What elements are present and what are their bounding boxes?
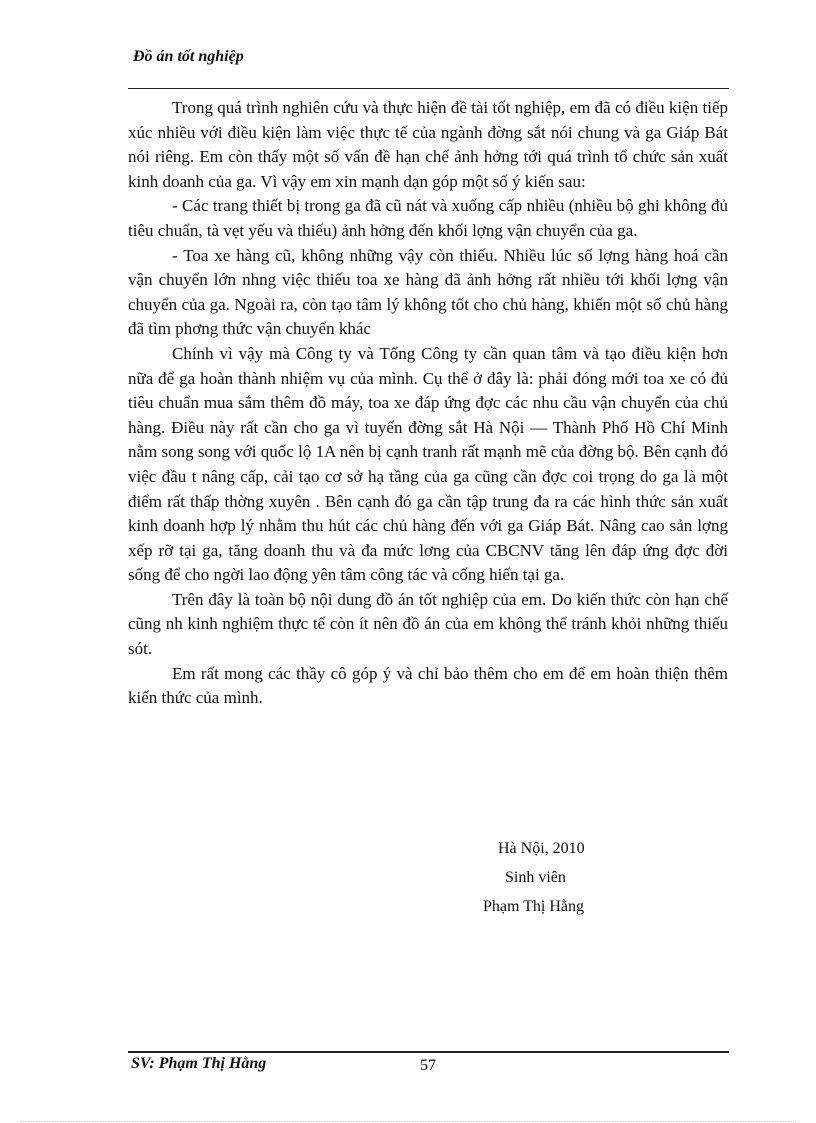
body-text	[128, 96, 728, 711]
page-number: 57	[420, 1057, 436, 1074]
paragraph-recommendations: Chính vì vậy mà Công ty và Tổng Công ty cần quan tâm và tạo điều kiện hơn nữa để ga hoàn thành nhiệm vụ của mình. Cụ thể ở đây là: phải đóng mới toa xe có đủ tiêu chuẩn mua sắm thêm đồ máy, toa xe đáp ứng đợc các nhu cầu vận chuyển của chủ hàng. Điều này rất cần cho ga vì tuyến đờng sắt Hà Nội — Thành Phố Hồ Chí Minh nằm song song với quốc lộ 1A nên bị cạnh tranh rất mạnh mẽ của đờng bộ. Bên cạnh đó việc đầu t nâng cấp, cải tạo cơ sở hạ tầng của ga cũng cần đợc coi trọng do ga là một điểm rất thấp thờng xuyên . Bên cạnh đó ga cần tập trung đa ra các hình thức sản xuất kinh doanh hợp lý nhằm thu hút các chủ hàng đến với ga Giáp Bát. Nâng cao sản lợng xếp rỡ tại ga, tăng doanh thu và đa mức lơng của CBCNV tăng lên đáp ứng đợc đời sống để cho ngời lao động yên tâm công tác và cống hiến tại ga.	[128, 343, 728, 585]
header-divider	[128, 88, 729, 89]
paragraph-equipment: - Các trang thiết bị trong ga đã cũ nát và xuống cấp nhiều (nhiều bộ ghi không đủ tiêu chuẩn, tà vẹt yếu và thiếu) ảnh hởng đến khối lợng vận chuyển của ga.	[128, 196, 728, 240]
paragraph-intro: Trong quá trình nghiên cứu và thực hiện đề tài tốt nghiệp, em đã có điều kiện tiếp xúc nhiều với điều kiện làm việc thực tế của ngành đờng sắt nói chung và ga Giáp Bát nói riêng. Em còn thấy một số vấn đề hạn chế ảnh hởng tới quá trình tổ chức sản xuất kinh doanh của ga. Vì vậy em xin mạnh dạn góp một số ý kiến sau:	[128, 98, 728, 191]
signature-block	[460, 834, 660, 921]
paragraph-closing: Em rất mong các thầy cô góp ý và chỉ bảo thêm cho em để em hoàn thiện thêm kiến thức của mình.	[128, 663, 728, 708]
header-title: Đồ án tốt nghiệp	[133, 48, 244, 65]
paragraph-wagons: - Toa xe hàng cũ, không những vậy còn thiếu. Nhiều lúc số lợng hàng hoá cần vận chuyển lớn nhng việc thiếu toa xe hàng đã ảnh hởng rất nhiều tới khối lợng vận chuyển của ga. Ngoài ra, còn tạo tâm lý không tốt cho chủ hàng, khiến một số chủ hàng đã tìm phơng thức vận chuyển khác	[128, 245, 728, 339]
footer-divider	[128, 1051, 729, 1053]
footer-author: SV: Phạm Thị Hằng	[131, 1055, 267, 1072]
signature-name: Phạm Thị Hằng	[483, 898, 585, 915]
signature-place-date: Hà Nội, 2010	[498, 840, 585, 857]
page-edge-divider	[20, 1121, 796, 1122]
signature-role: Sinh viên	[505, 869, 566, 886]
paragraph-conclusion: Trên đây là toàn bộ nội dung đồ án tốt nghiệp của em. Do kiến thức còn hạn chế cũng nh kinh nghiệm thực tế còn ít nên đồ án của em không thể tránh khỏi những thiếu sót.	[128, 589, 728, 659]
